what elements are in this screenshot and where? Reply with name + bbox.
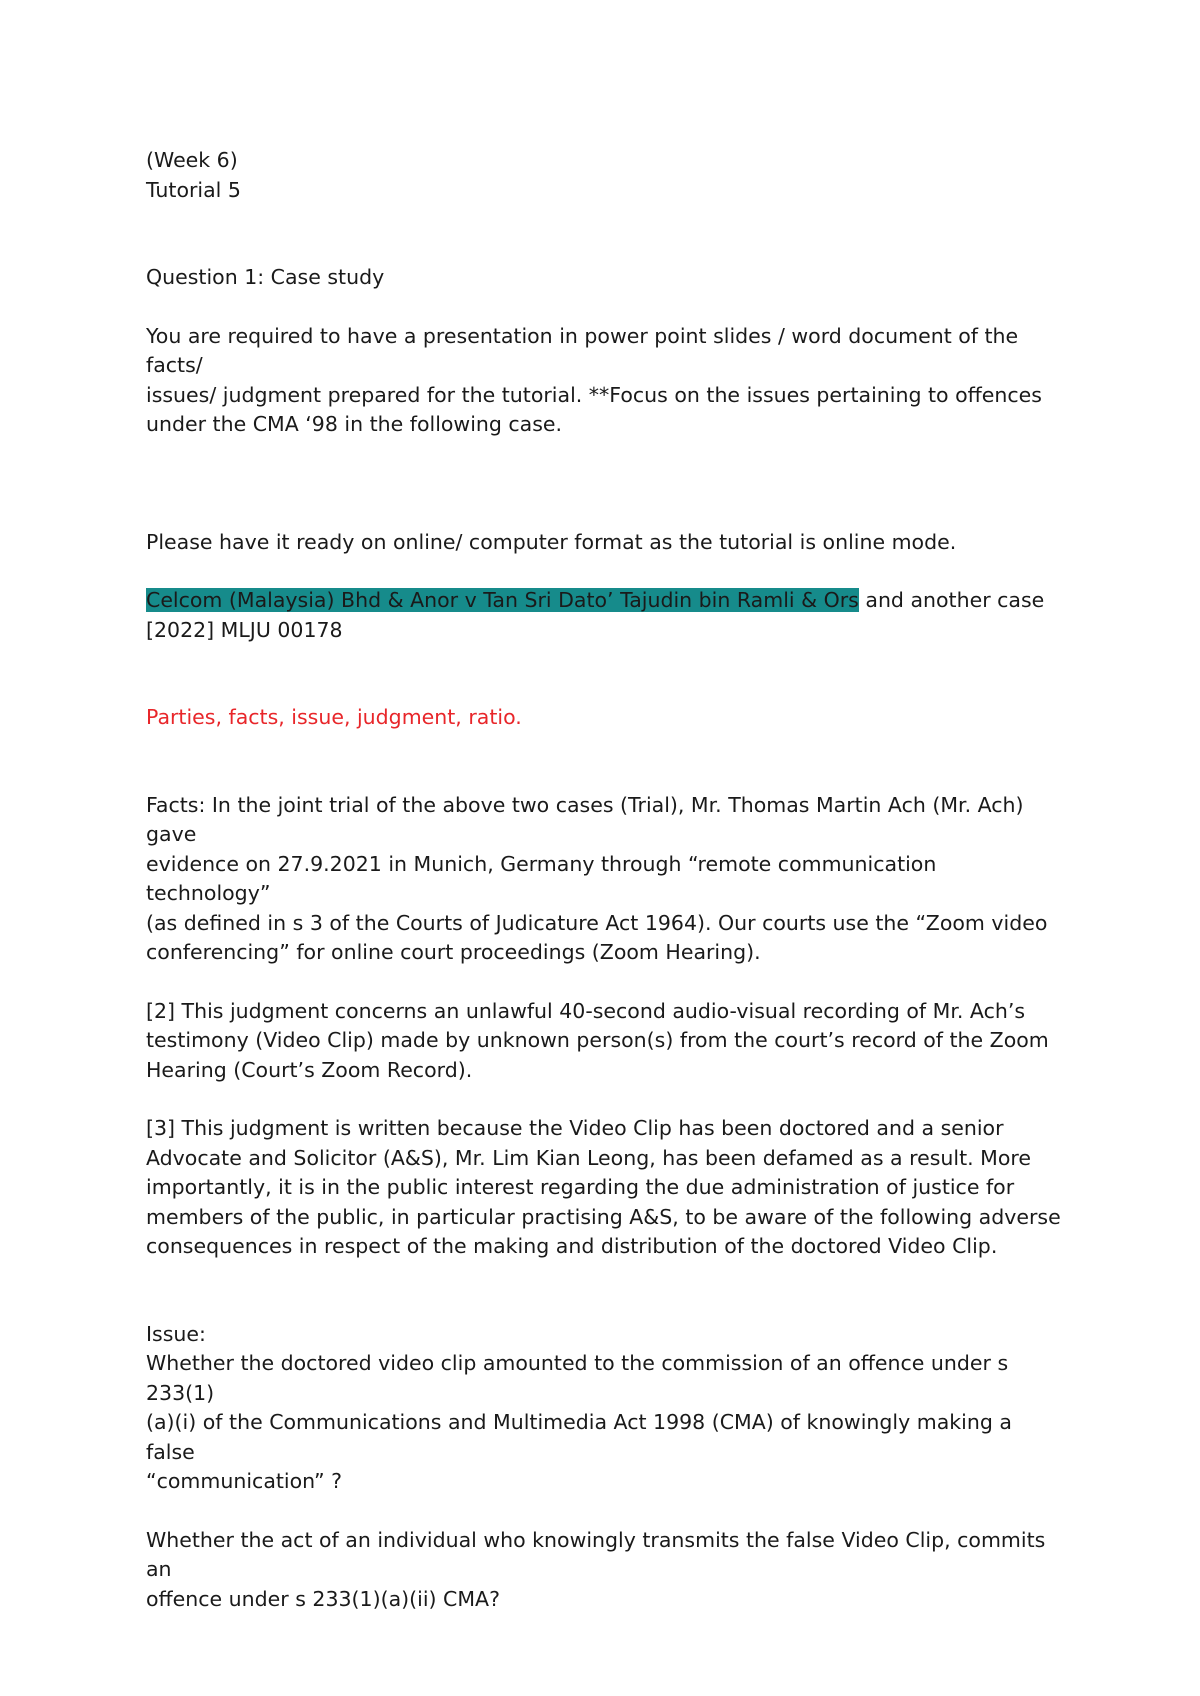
issue-line: (a)(i) of the Communications and Multimedia Act 1998 (CMA) of knowingly making a false [146,1410,1012,1464]
instructions-line: under the CMA ‘98 in the following case. [146,412,563,436]
instructions-paragraph [146,322,1066,440]
facts-line: [3] This judgment is written because the Video Clip has been doctored and a senior [146,1116,1004,1140]
facts-paragraph-3 [146,1114,1066,1262]
document-page [146,146,1066,1614]
question-heading [146,263,1066,293]
week-label: (Week 6) [146,148,238,172]
case-name-suffix: and another case [858,588,1045,612]
instructions-line: issues/ judgment prepared for the tutorial. **Focus on the issues pertaining to offences [146,382,1042,407]
issue-line: offence under s 233(1)(a)(ii) CMA? [146,1586,500,1611]
facts-line: testimony (Video Clip) made by unknown person(s) from the court’s record of the Zoom [146,1028,1049,1052]
facts-line: (as defined in s 3 of the Courts of Judicature Act 1964). Our courts use the “Zoom video [146,910,1048,935]
outline-text: Parties, facts, issue, judgment, ratio. [146,705,522,729]
facts-line: evidence on 27.9.2021 in Munich, Germany through “remote communication technology” [146,851,937,905]
issue-question-1 [146,1349,1066,1497]
case-reference [146,586,1066,645]
issue-question-2 [146,1526,1066,1615]
facts-paragraph-2 [146,997,1066,1086]
facts-line: members of the public, in particular practising A&S, to be aware of the following adverse [146,1204,1061,1229]
question-label: Question 1 [146,265,258,289]
case-name-line [146,586,1066,616]
instructions-line: You are required to have a presentation in power point slides / word document of the facts/ [146,323,1019,377]
case-citation: [2022] MLJU 00178 [146,617,343,642]
facts-line: importantly, it is in the public interest regarding the due administration of justice for [146,1175,1015,1199]
case-name-highlighted: Celcom (Malaysia) Bhd & Anor v Tan Sri Dato’ Tajudin bin Ramli & Ors [146,588,859,612]
issue-line: “communication” ? [146,1469,343,1493]
issue-heading: Issue: [146,1321,206,1346]
issue-line: Whether the doctored video clip amounted to the commission of an offence under s 233(1) [146,1351,1009,1405]
facts-line: Advocate and Solicitor (A&S), Mr. Lim Kian Leong, has been defamed as a result. More [146,1145,1031,1170]
facts-line: [2] This judgment concerns an unlawful 40-second audio-visual recording of Mr. Ach’s [146,998,1026,1023]
facts-line: consequences in respect of the making and distribution of the doctored Video Clip. [146,1234,998,1258]
facts-paragraph-1 [146,791,1066,968]
issue-line: Whether the act of an individual who knowingly transmits the false Video Clip, commits an [146,1527,1046,1581]
tutorial-label: Tutorial 5 [146,177,241,202]
online-note: Please have it ready on online/ computer format as the tutorial is online mode. [146,529,957,554]
facts-line: Facts: In the joint trial of the above two cases (Trial), Mr. Thomas Martin Ach (Mr. Ach) gave [146,792,1024,846]
question-title: : Case study [257,265,385,289]
facts-line: conferencing” for online court proceedings (Zoom Hearing). [146,940,761,964]
facts-line: Hearing (Court’s Zoom Record). [146,1057,473,1082]
